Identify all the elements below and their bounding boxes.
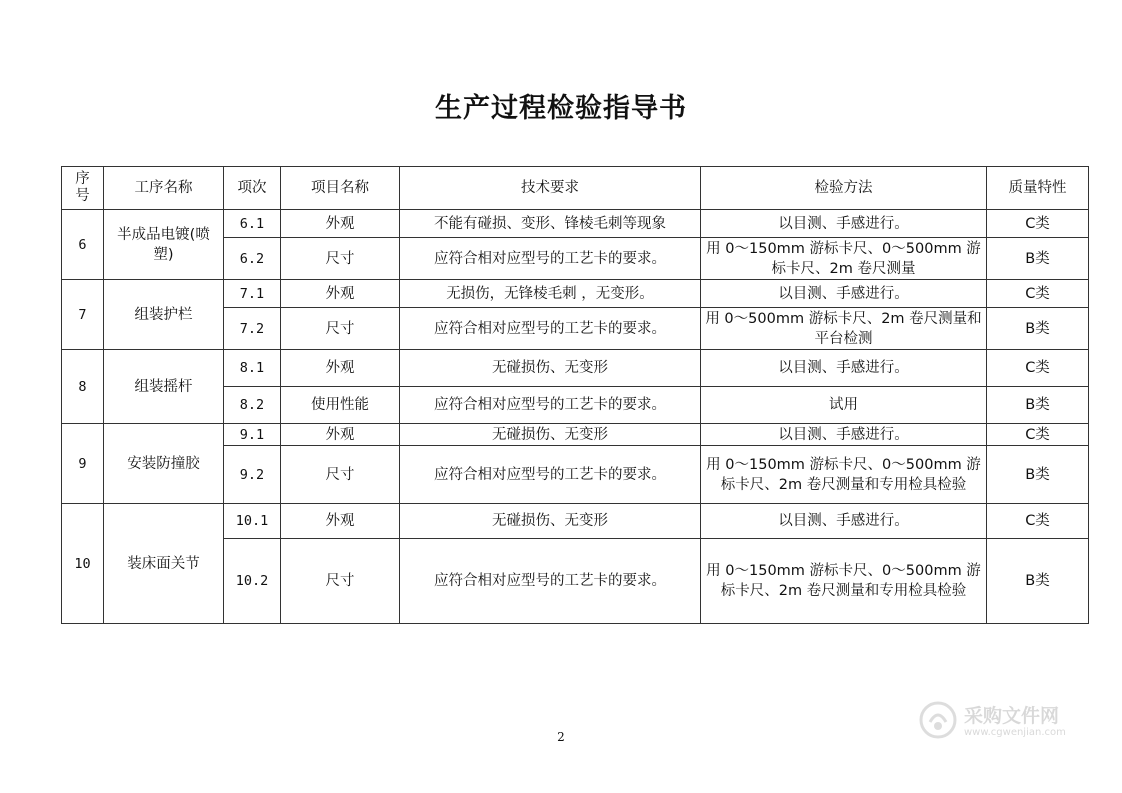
item-name: 外观 bbox=[281, 210, 400, 238]
quality-characteristic: C类 bbox=[987, 504, 1089, 539]
technical-requirement: 应符合相对应型号的工艺卡的要求。 bbox=[400, 238, 701, 280]
header-cell: 项目名称 bbox=[281, 167, 400, 210]
item-number: 7.2 bbox=[224, 308, 281, 350]
item-number: 6.1 bbox=[224, 210, 281, 238]
inspection-method: 以目测、手感进行。 bbox=[701, 504, 987, 539]
header-cell: 质量特性 bbox=[987, 167, 1089, 210]
table-row bbox=[62, 504, 1089, 539]
process-name: 安装防撞胶 bbox=[104, 424, 224, 504]
technical-requirement: 应符合相对应型号的工艺卡的要求。 bbox=[400, 539, 701, 624]
item-name: 外观 bbox=[281, 350, 400, 387]
item-name: 尺寸 bbox=[281, 238, 400, 280]
quality-characteristic: C类 bbox=[987, 280, 1089, 308]
watermark-name: 采购文件网 bbox=[964, 705, 1060, 727]
watermark bbox=[918, 700, 1088, 744]
table-row bbox=[62, 350, 1089, 387]
item-name: 外观 bbox=[281, 280, 400, 308]
quality-characteristic: B类 bbox=[987, 308, 1089, 350]
step-number: 10 bbox=[62, 504, 104, 624]
step-number: 6 bbox=[62, 210, 104, 280]
table-row bbox=[62, 280, 1089, 308]
process-name: 半成品电镀(喷塑) bbox=[104, 210, 224, 280]
item-number: 8.2 bbox=[224, 387, 281, 424]
process-name: 组装护栏 bbox=[104, 280, 224, 350]
item-name: 尺寸 bbox=[281, 308, 400, 350]
watermark-logo-icon bbox=[918, 700, 958, 740]
item-number: 9.1 bbox=[224, 424, 281, 446]
item-name: 使用性能 bbox=[281, 387, 400, 424]
item-number: 10.1 bbox=[224, 504, 281, 539]
inspection-method: 试用 bbox=[701, 387, 987, 424]
process-name: 组装摇杆 bbox=[104, 350, 224, 424]
inspection-method: 用 0～150mm 游标卡尺、0～500mm 游标卡尺、2m 卷尺测量和专用检具检验 bbox=[701, 539, 987, 624]
header-cell: 序号 bbox=[62, 167, 104, 210]
header-cell: 工序名称 bbox=[104, 167, 224, 210]
technical-requirement: 无碰损伤、无变形 bbox=[400, 424, 701, 446]
header-cell: 技术要求 bbox=[400, 167, 701, 210]
technical-requirement: 无损伤，无锋棱毛刺 ，无变形。 bbox=[400, 280, 701, 308]
technical-requirement: 无碰损伤、无变形 bbox=[400, 350, 701, 387]
technical-requirement: 应符合相对应型号的工艺卡的要求。 bbox=[400, 446, 701, 504]
item-name: 尺寸 bbox=[281, 539, 400, 624]
quality-characteristic: C类 bbox=[987, 424, 1089, 446]
inspection-method: 用 0～500mm 游标卡尺、2m 卷尺测量和平台检测 bbox=[701, 308, 987, 350]
inspection-method: 以目测、手感进行。 bbox=[701, 280, 987, 308]
step-number: 7 bbox=[62, 280, 104, 350]
watermark-url: www.cgwenjian.com bbox=[964, 727, 1066, 738]
quality-characteristic: C类 bbox=[987, 350, 1089, 387]
quality-characteristic: C类 bbox=[987, 210, 1089, 238]
inspection-method: 以目测、手感进行。 bbox=[701, 424, 987, 446]
technical-requirement: 无碰损伤、无变形 bbox=[400, 504, 701, 539]
table-row bbox=[62, 424, 1089, 446]
item-name: 外观 bbox=[281, 504, 400, 539]
technical-requirement: 应符合相对应型号的工艺卡的要求。 bbox=[400, 387, 701, 424]
item-name: 外观 bbox=[281, 424, 400, 446]
technical-requirement: 应符合相对应型号的工艺卡的要求。 bbox=[400, 308, 701, 350]
item-number: 7.1 bbox=[224, 280, 281, 308]
page-number: 2 bbox=[557, 730, 565, 744]
inspection-method: 用 0～150mm 游标卡尺、0～500mm 游标卡尺、2m 卷尺测量 bbox=[701, 238, 987, 280]
inspection-method: 以目测、手感进行。 bbox=[701, 350, 987, 387]
document-title: 生产过程检验指导书 bbox=[435, 93, 687, 124]
table-row bbox=[62, 210, 1089, 238]
quality-characteristic: B类 bbox=[987, 539, 1089, 624]
table-header-row bbox=[62, 167, 1089, 210]
item-name: 尺寸 bbox=[281, 446, 400, 504]
quality-characteristic: B类 bbox=[987, 238, 1089, 280]
inspection-method: 用 0～150mm 游标卡尺、0～500mm 游标卡尺、2m 卷尺测量和专用检具检验 bbox=[701, 446, 987, 504]
technical-requirement: 不能有碰损、变形、锋棱毛刺等现象 bbox=[400, 210, 701, 238]
step-number: 8 bbox=[62, 350, 104, 424]
quality-characteristic: B类 bbox=[987, 387, 1089, 424]
header-cell: 检验方法 bbox=[701, 167, 987, 210]
item-number: 8.1 bbox=[224, 350, 281, 387]
header-cell: 项次 bbox=[224, 167, 281, 210]
item-number: 10.2 bbox=[224, 539, 281, 624]
item-number: 6.2 bbox=[224, 238, 281, 280]
quality-characteristic: B类 bbox=[987, 446, 1089, 504]
inspection-table bbox=[61, 166, 1089, 624]
item-number: 9.2 bbox=[224, 446, 281, 504]
process-name: 装床面关节 bbox=[104, 504, 224, 624]
step-number: 9 bbox=[62, 424, 104, 504]
inspection-method: 以目测、手感进行。 bbox=[701, 210, 987, 238]
